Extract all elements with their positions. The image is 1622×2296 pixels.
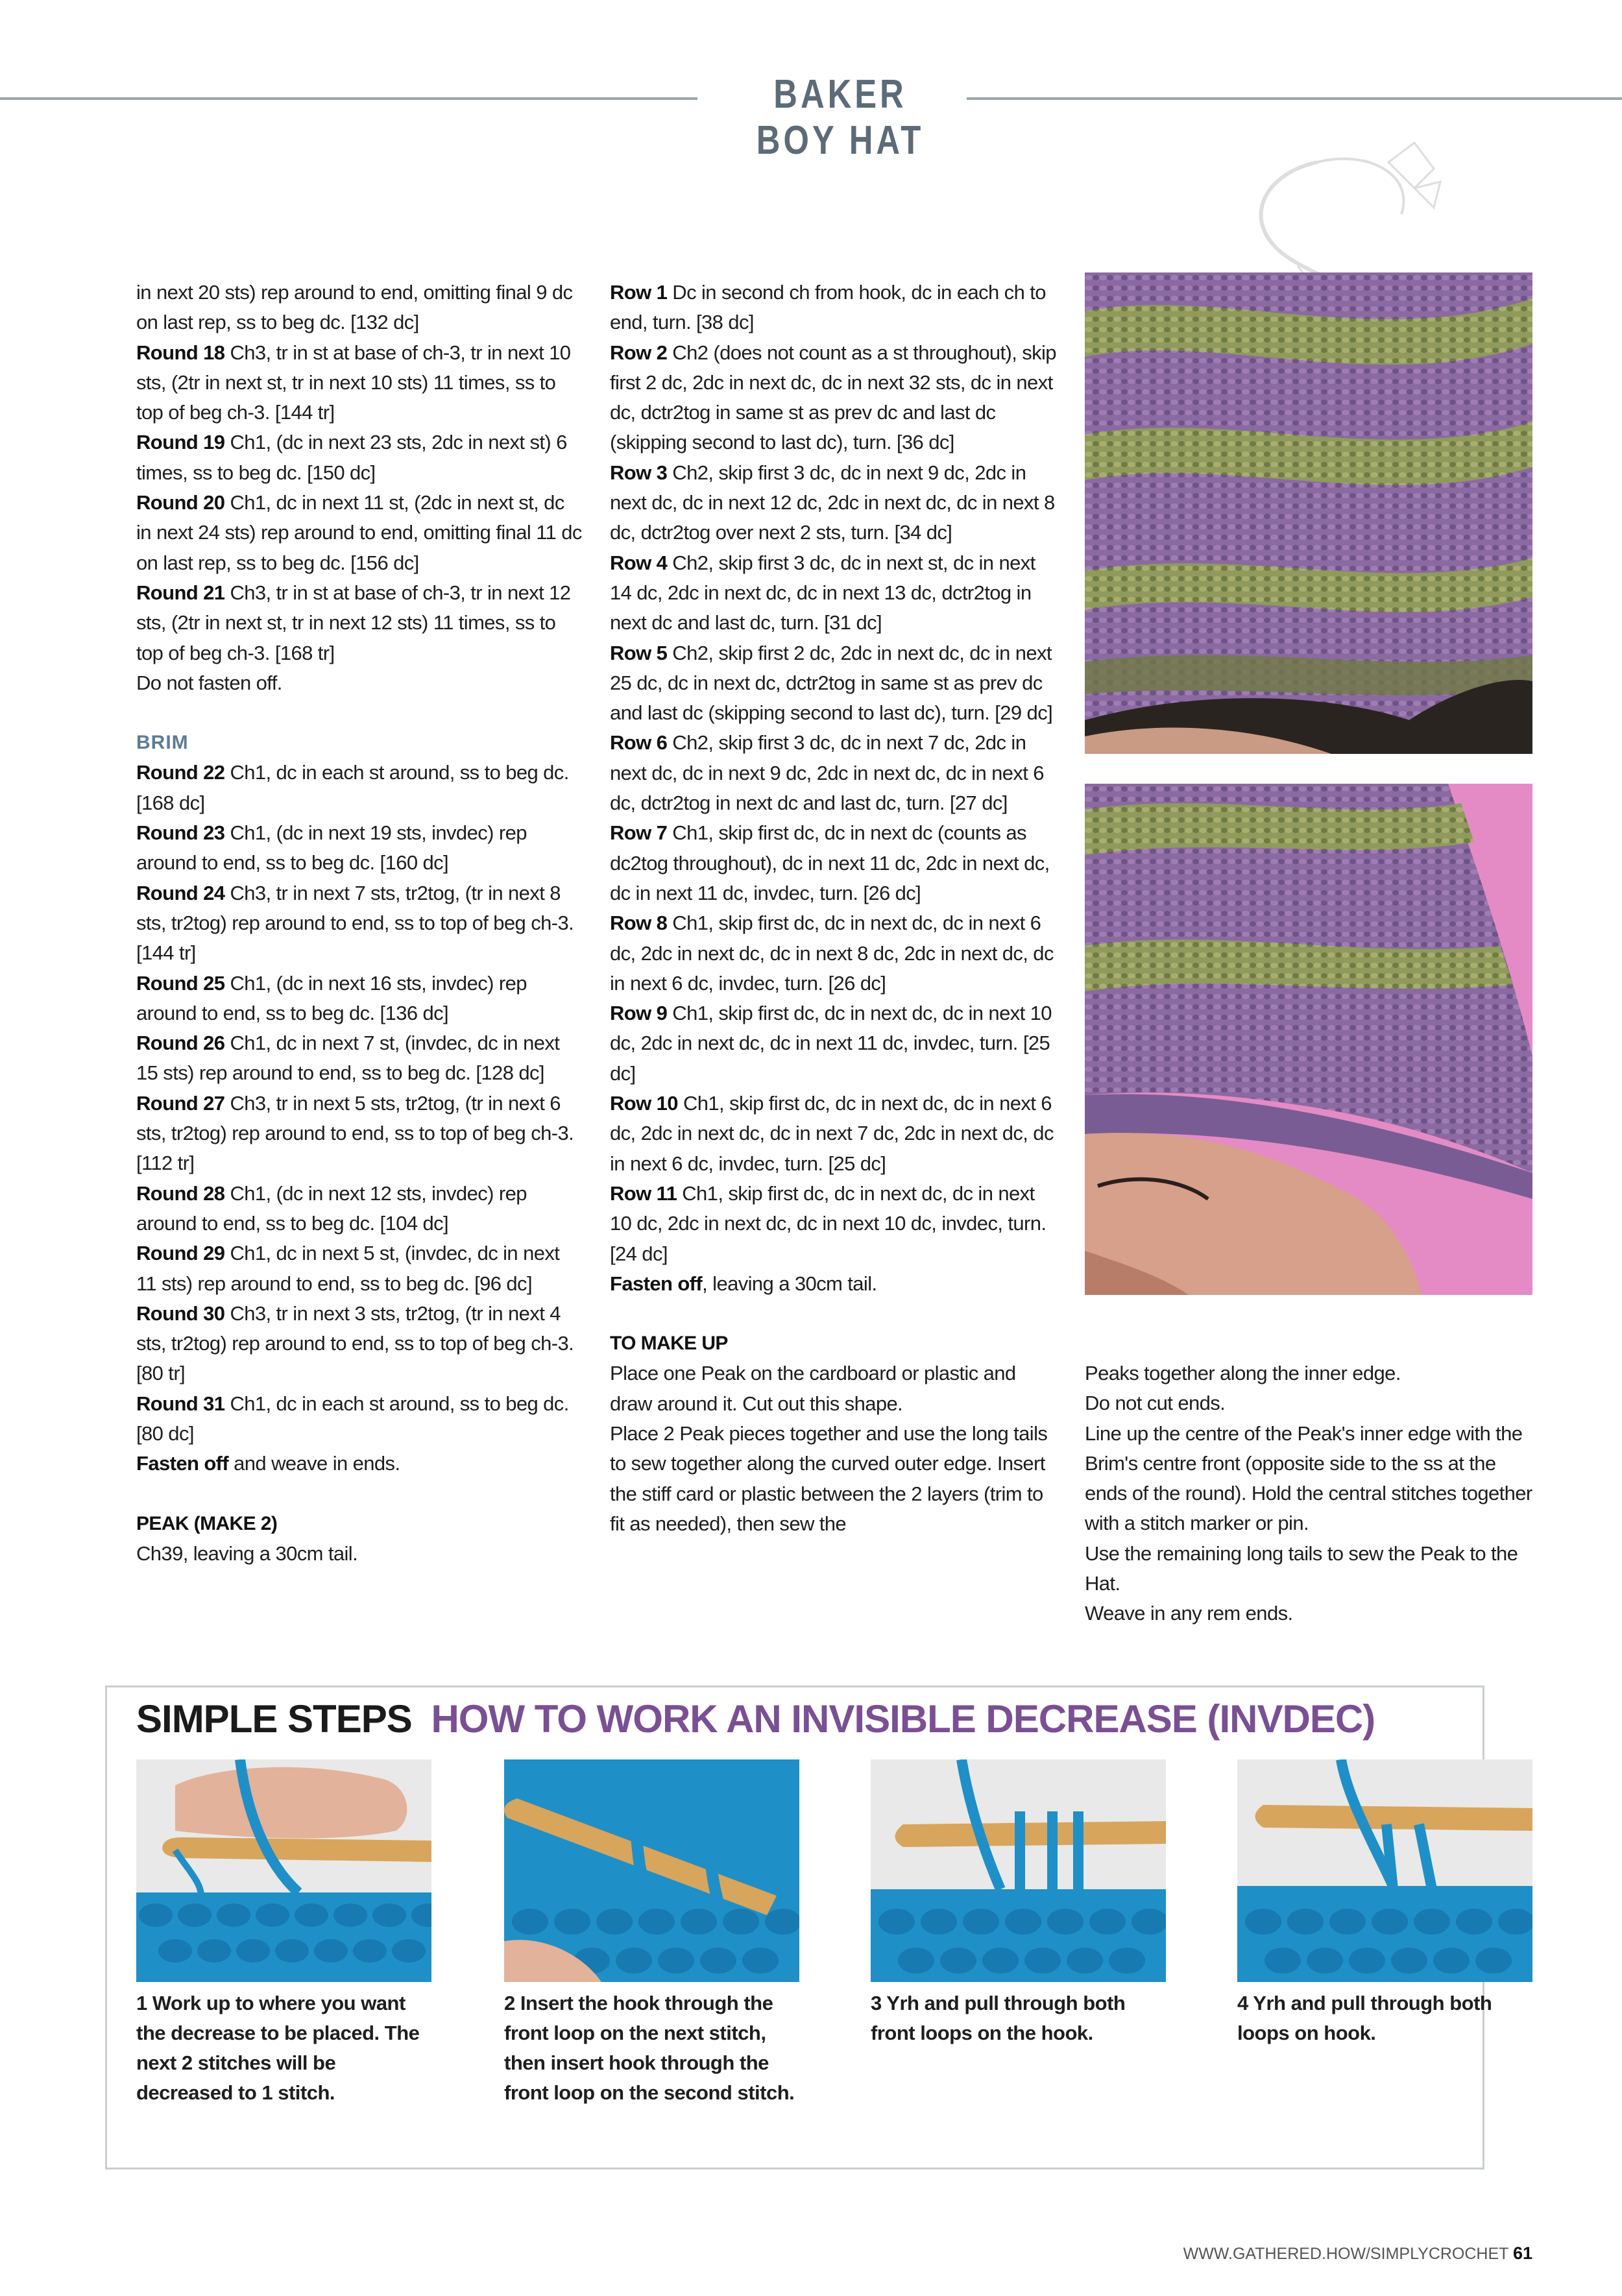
step-1-caption: 1 Work up to where you want the decrease to be placed. The next 2 stitches will be decreased to 1 stitch. — [136, 1992, 420, 2104]
pattern-row: Row 11 Ch1, skip first dc, dc in next dc, dc in next 10 dc, 2dc in next dc, dc in next 10 dc, invdec, turn. [24 dc] — [610, 1181, 1047, 1265]
pattern-row: Round 20 Ch1, dc in next 11 st, (2dc in next st, dc in next 24 sts) rep around to end, omitting final 11 dc on last rep, ss to beg dc. [156 dc] — [136, 491, 582, 574]
step-1-photo — [136, 1759, 431, 1982]
section-heading-brim: BRIM — [136, 732, 189, 754]
section-heading-make-up: TO MAKE UP — [610, 1333, 728, 1355]
pattern-row: Row 3 Ch2, skip first 3 dc, dc in next 9 dc, 2dc in next dc, dc in next 12 dc, 2dc in next dc, dc in next 8 dc, dctr2tog over next 2 sts, turn. [34 dc] — [610, 461, 1055, 544]
make-up-text: Weave in any rem ends. — [1085, 1602, 1293, 1625]
pattern-row: Round 18 Ch3, tr in st at base of ch-3, tr in next 10 sts, (2tr in next st, tr in next 10 sts) 11 times, ss to top of beg ch-3. [144 tr] — [136, 341, 571, 424]
pattern-row: Row 2 Ch2 (does not count as a st throughout), skip first 2 dc, 2dc in next dc, dc in next 32 sts, dc in next dc, dctr2tog in same st as prev dc and last dc (skipping second to last dc), turn. [36 dc] — [610, 341, 1056, 454]
step-2-photo — [504, 1759, 799, 1982]
pattern-row: Round 28 Ch1, (dc in next 12 sts, invdec) rep around to end, ss to beg dc. [104 dc] — [136, 1181, 527, 1235]
step-3-caption: 3 Yrh and pull through both front loops on the hook. — [871, 1992, 1126, 2044]
page-footer — [1183, 2243, 1532, 2264]
step-number: 4 — [1237, 1992, 1248, 2014]
step-4-caption: 4 Yrh and pull through both loops on hook. — [1237, 1992, 1492, 2044]
pattern-row: Round 22 Ch1, dc in each st around, ss to beg dc. [168 dc] — [136, 761, 569, 814]
step-number: 2 — [504, 1992, 515, 2014]
pattern-row: Row 7 Ch1, skip first dc, dc in next dc (counts as dc2tog throughout), dc in next 11 dc, 2dc in next dc, dc in next 11 dc, invdec, turn. [26 dc] — [610, 821, 1050, 904]
make-up-text: Do not cut ends. — [1085, 1392, 1226, 1415]
pattern-row: Row 5 Ch2, skip first 2 dc, 2dc in next dc, dc in next 25 dc, dc in next dc, dctr2tog in same st as prev dc and last dc (skipping second to last dc), turn. [29 dc] — [610, 641, 1053, 725]
step-2-caption: 2 Insert the hook through the front loop on the next stitch, then insert hook through the front loop on the second stitch. — [504, 1992, 795, 2104]
pattern-row: Round 19 Ch1, (dc in next 23 sts, 2dc in next st) 6 times, ss to beg dc. [150 dc] — [136, 431, 567, 484]
make-up-text: Place 2 Peak pieces together and use the long tails to sew together along the curved outer edge. Insert the stiff card or plastic between the 2 layers (trim to fit as needed), then sew the — [610, 1421, 1048, 1535]
pattern-row: Ch39, leaving a 30cm tail. — [136, 1541, 358, 1565]
pattern-row: Round 29 Ch1, dc in next 5 st, (invdec, dc in next 11 sts) rep around to end, ss to beg dc. [96 dc] — [136, 1242, 560, 1295]
page-number: 61 — [1512, 2243, 1532, 2263]
pattern-row: Round 25 Ch1, (dc in next 16 sts, invdec) rep around to end, ss to beg dc. [136 dc] — [136, 971, 527, 1024]
simple-steps-heading: HOW TO WORK AN INVISIBLE DECREASE (INVDEC) — [431, 1697, 1375, 1741]
pattern-row: Round 23 Ch1, (dc in next 19 sts, invdec) rep around to end, ss to beg dc. [160 dc] — [136, 821, 527, 875]
pattern-row: Round 30 Ch3, tr in next 3 sts, tr2tog, (tr in next 4 sts, tr2tog) rep around to end, ss to top of beg ch-3. [80 tr] — [136, 1301, 574, 1385]
pattern-row: Round 27 Ch3, tr in next 5 sts, tr2tog, (tr in next 6 sts, tr2tog) rep around to end, ss to top of beg ch-3. [112 tr] — [136, 1091, 574, 1175]
page-title: BAKER BOY HAT — [756, 72, 925, 163]
step-3-photo — [871, 1759, 1166, 1982]
column-2 — [610, 278, 1058, 1539]
pattern-row: Round 21 Ch3, tr in st at base of ch-3, tr in next 12 sts, (2tr in next st, tr in next 12 sts) 11 times, ss to top of beg ch-3. [168 tr] — [136, 581, 571, 664]
pattern-row: Round 26 Ch1, dc in next 7 st, (invdec, dc in next 15 sts) rep around to end, ss to beg dc. [128 dc] — [136, 1032, 560, 1085]
pattern-row: Round 24 Ch3, tr in next 7 sts, tr2tog, (tr in next 8 sts, tr2tog) rep around to end, ss to top of beg ch-3. [144 tr] — [136, 881, 574, 965]
footer-url[interactable]: WWW.GATHERED.HOW/SIMPLYCROCHET — [1183, 2245, 1508, 2263]
make-up-text: Line up the centre of the Peak's inner edge with the Brim's centre front (opposite side to the ss at the ends of the round). Hold the central stitches together with a stitch marker or pin. — [1085, 1421, 1532, 1535]
make-up-text: Peaks together along the inner edge. — [1085, 1362, 1401, 1384]
hat-photo-top — [1085, 272, 1532, 754]
make-up-text: Use the remaining long tails to sew the Peak to the Hat. — [1085, 1541, 1518, 1595]
pattern-row: Row 4 Ch2, skip first 3 dc, dc in next st, dc in next 14 dc, 2dc in next dc, dc in next 13 dc, dctr2tog in next dc and last dc, turn. [31 dc] — [610, 551, 1035, 634]
header-rule-left — [0, 97, 697, 100]
column-3 — [1085, 1359, 1532, 1629]
hat-photo-bottom — [1085, 784, 1532, 1295]
pattern-row: Row 6 Ch2, skip first 3 dc, dc in next 7 dc, 2dc in next dc, dc in next 9 dc, 2dc in next dc, dc in next 6 dc, dctr2tog in next dc and last dc, turn. [27 dc] — [610, 731, 1044, 815]
step-number: 3 — [871, 1992, 882, 2014]
section-heading-peak: PEAK (MAKE 2) — [136, 1512, 278, 1534]
pattern-row: in next 20 sts) rep around to end, omitting final 9 dc on last rep, ss to beg dc. [132 dc] — [136, 281, 573, 334]
column-1 — [136, 278, 584, 1569]
pattern-note: Do not fasten off. — [136, 671, 282, 694]
pattern-row: Row 10 Ch1, skip first dc, dc in next dc, dc in next 6 dc, 2dc in next dc, dc in next 7 dc, 2dc in next dc, dc in next 6 dc, invdec, turn. [25 dc] — [610, 1092, 1054, 1175]
pattern-row: Fasten off, leaving a 30cm tail. — [610, 1272, 877, 1295]
simple-steps-label: SIMPLE STEPS — [136, 1697, 412, 1741]
step-number: 1 — [136, 1992, 147, 2014]
header-rule-right — [967, 97, 1622, 100]
simple-steps-title — [136, 1697, 1375, 1741]
pattern-row: Row 8 Ch1, skip first dc, dc in next dc, dc in next 6 dc, 2dc in next dc, dc in next 8 dc, 2dc in next dc, dc in next 6 dc, invdec, turn. [26 dc] — [610, 912, 1054, 995]
step-4-photo — [1237, 1759, 1532, 1982]
pattern-row: Row 9 Ch1, skip first dc, dc in next dc, dc in next 10 dc, 2dc in next dc, dc in next 11 dc, invdec, turn. [25 dc] — [610, 1002, 1052, 1085]
pattern-row: Round 31 Ch1, dc in each st around, ss to beg dc. [80 dc] — [136, 1392, 569, 1445]
make-up-text: Place one Peak on the cardboard or plastic and draw around it. Cut out this shape. — [610, 1362, 1016, 1415]
pattern-row: Row 1 Dc in second ch from hook, dc in each ch to end, turn. [38 dc] — [610, 281, 1046, 334]
pattern-row: Fasten off and weave in ends. — [136, 1452, 400, 1475]
